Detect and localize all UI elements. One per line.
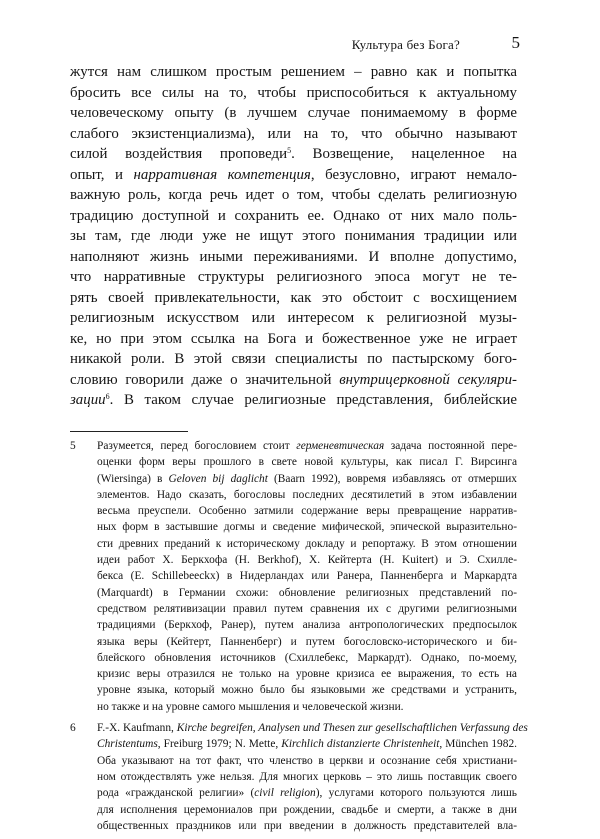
text-run: F.-X. Kaufmann, [97,722,177,735]
italic-text: герменевтическая [296,440,385,452]
body-line [70,83,517,104]
body-line [70,390,517,411]
body-line [70,103,517,124]
page-header [70,33,520,57]
footnote-line [97,699,517,715]
italic-text: Geloven bij daglicht [168,472,268,485]
text-run: традициями (Беркхоф, Ранер), путем анализа антропологических предпосылок [97,619,517,632]
body-line [70,247,517,268]
body-line [70,349,517,370]
footnote-line [97,503,517,519]
footnote-line [97,720,528,736]
body-line [70,308,517,329]
text-run: , безусловно, играют немало- [310,166,517,183]
text-run: , München 1982. [439,738,517,751]
running-title: Культура без Бога? [351,37,460,52]
footnote-ref: 6 [105,392,110,401]
body-line [70,226,517,247]
text-run: важную роль, когда речь идет о том, чтобы сделать религиозную [70,187,517,203]
body-line [70,185,517,206]
footnote-line [97,753,517,769]
footnote-line [97,552,517,568]
footnote-ref: 5 [287,146,292,155]
text-run: силой воздействия проповеди [70,146,288,162]
italic-text: civil religion [254,787,316,800]
text-run: рять своей привлекательности, как это обстоит с восхищением [70,289,517,306]
footnote-line [97,519,517,535]
text-run: (Wiersinga) в [97,472,169,485]
footnote-line [97,585,517,601]
text-run: ных форм в застывшие догмы и сведение мифической, эпической выразительно- [97,521,517,534]
text-run: элементов. Надо сказать, богословы последних десятилетий в этом избавлении [97,488,517,501]
text-run: ке, но при этом ссылка на Бога и божественное уже не играет [70,330,517,347]
footnote-line [97,785,517,801]
footnote-line [97,601,517,617]
text-run: Оба указывают на тот факт, что членство в церкви и осознание себя христиани- [97,754,517,767]
text-run: уровне языка, который можно было бы языковыми же средствами и устранить, [97,684,517,697]
text-run: . Возвещение, нацеленное на [291,146,517,162]
text-run: кризис веры отразился не только на уровне кризиса ее выражения, то есть на [97,668,517,681]
body-line [70,329,517,350]
body-line [70,144,517,165]
footnote-line [97,769,517,785]
page-number: 5 [511,33,520,52]
body-line [70,62,517,83]
italic-text: зации [70,392,106,408]
footnote-line [97,666,517,682]
text-run: оценки форм веры прошлого в свете новой культуры, как писал Г. Вирсинга [97,456,517,469]
text-run: Разумеется, перед богословием стоит [97,440,297,452]
footnote-line [97,682,517,698]
text-run: средством релятивизации правил путем сравнения их с другими религиозными [97,602,517,615]
body-line [70,370,517,391]
text-run: бросить все силы на то, чтобы приспособиться к актуальному [70,84,517,101]
text-run: ном отождествлять уже нельзя. Для многих церковь – это лишь поставщик своего [97,770,517,783]
text-run: (Marquardt) в Германии схожи: обновление религиозных представлений по- [97,586,517,599]
text-run: никакой роли. В этой связи специалисты по пастырскому бого- [70,351,517,367]
text-run: зы там, где люди уже не ищут этого понимания традиции или [70,228,517,244]
italic-text: внутрицерковной секуляри- [339,371,517,388]
footnote-line [97,438,517,454]
text-run: человеческому опыту (в лучшем случае понимаемому в форме [70,105,517,121]
footnote-number: 6 [70,722,76,735]
italic-text: Kirche begreifen, Analysen und Thesen zur gesellschaftlichen Verfassung des [176,722,528,735]
text-run: жутся нам слишком простым решением – равно как и попытка [70,64,517,80]
text-run: религиозным искусством или интересом к религиозной музы- [70,310,517,326]
body-line [70,206,517,227]
text-run: что нарративные структуры религиозного эпоса могут не те- [70,269,517,285]
text-run: для исполнения церемониалов при рождении, свадьбе и смерти, а также в дни [97,803,517,816]
footnote-line [97,736,517,752]
text-run: задача постоянной пере- [384,440,517,452]
text-run: , Freiburg 1979; N. Mette, [157,738,282,751]
italic-text: Kirchlich distanzierte Christenheit [281,738,440,751]
text-run: словию говорили даже о значительной [70,371,340,388]
text-run: идеи работ Х. Беркхофа (H. Berkhof), Х. Кейтерта (H. Kuitert) и Э. Схилле- [97,554,517,567]
text-run: (Baarn 1992), вовремя избавляясь от отмерших [267,472,517,485]
text-run: весьма преуспели. Особенно затмили содержание веры превращение нарратив- [97,505,517,518]
text-run: . В таком случае религиозные представления, библейские [109,392,517,408]
text-run: но также и на уровне самого мышления и человеческой жизни. [97,700,404,713]
text-run: сти древних преданий к историческому докладу и репортажу. В этом отношении [97,537,517,550]
body-line [70,288,517,309]
footnote-separator [70,431,188,432]
text-run: традицию доступной и сохранить ее. Однако от них мало поль- [70,207,517,224]
text-run: бекса (E. Schillebeeckx) в Нидерландах или Ранера, Панненберга и Маркардта [97,570,517,583]
text-run: рода «гражданской религии» ( [97,787,255,800]
footnote-line [97,487,517,503]
footnotes [70,438,528,839]
footnote-line [97,536,517,552]
footnote-line [97,471,517,487]
footnote-line [97,454,517,470]
body-line [70,267,517,288]
footnote-line [97,650,517,666]
footnote-line [97,617,517,633]
footnote-line [97,818,517,834]
footnote-6 [70,720,528,834]
text-run: наполняют жизнь иными переживаниями. И вполне допустимо, [70,248,517,265]
footnote-line [97,802,517,818]
italic-text: Christentums [97,738,158,751]
text-run: блейского обновления источников (Схиллебекс, Маркардт). Однако, по-моему, [97,651,517,664]
text-run: ), услугами которого пользуются лишь [315,787,517,800]
footnote-number: 5 [70,440,76,452]
footnote-line [97,634,517,650]
text-run: опыт, и [70,166,134,183]
text-run: общественных праздников или при введении в должность представителей вла- [97,819,517,832]
body-line [70,124,517,145]
text-run: языка веры (Кейтерт, Панненберг) и путем богословско-исторического и би- [97,635,517,648]
main-text [70,62,517,411]
footnote-line [97,568,517,584]
body-line [70,165,517,186]
text-run: слабого экзистенциализма), или на то, что обычно называют [70,125,517,142]
italic-text: нарративная компетенция [133,166,311,183]
footnote-5 [70,438,517,715]
